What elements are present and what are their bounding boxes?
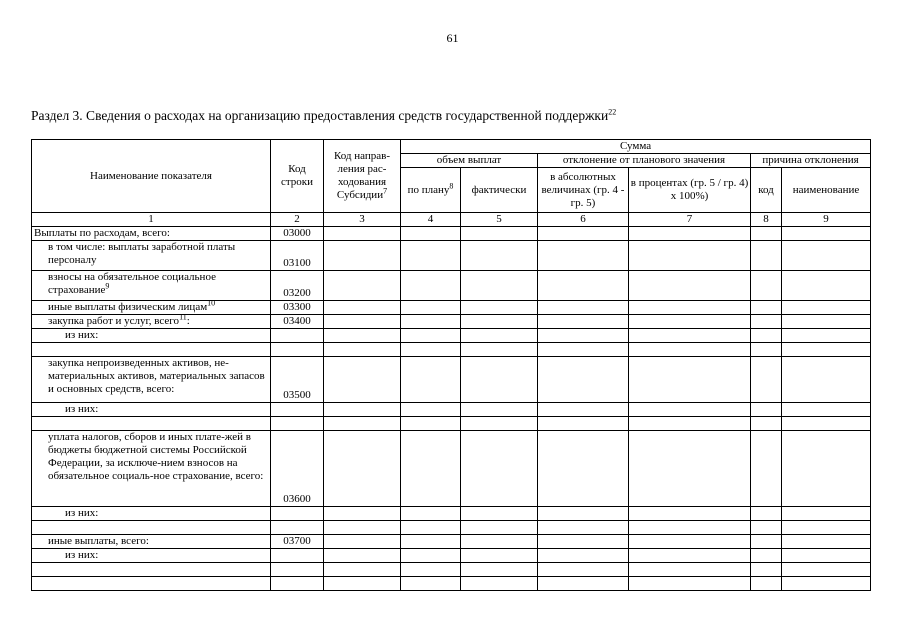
row-name-text: закупка работ и услуг, всего — [48, 315, 180, 327]
column-numbers-row — [32, 213, 871, 227]
cell[interactable] — [401, 357, 461, 403]
cell[interactable] — [629, 357, 751, 403]
cell[interactable] — [782, 521, 871, 535]
cell[interactable] — [751, 431, 782, 507]
cell[interactable] — [271, 403, 324, 417]
table-row-empty — [32, 577, 871, 591]
table-row — [32, 301, 871, 315]
cell[interactable] — [538, 431, 629, 507]
table-row-empty — [32, 343, 871, 357]
cell[interactable] — [629, 241, 751, 271]
cell[interactable] — [538, 227, 629, 241]
cell[interactable] — [782, 315, 871, 329]
row-name: Выплаты по расходам, всего: — [32, 227, 271, 241]
cell[interactable] — [782, 357, 871, 403]
cell[interactable] — [271, 507, 324, 521]
cell[interactable] — [401, 431, 461, 507]
cell[interactable] — [461, 227, 538, 241]
cell[interactable] — [782, 403, 871, 417]
table-row-empty — [32, 521, 871, 535]
cell[interactable] — [629, 577, 751, 591]
cell[interactable] — [401, 563, 461, 577]
row-footnote: 10 — [207, 298, 216, 308]
table-row — [32, 431, 871, 507]
cell[interactable] — [782, 535, 871, 549]
cell[interactable] — [782, 507, 871, 521]
row-name: закупка непроизведенных активов, не-материальных активов, материальных запасов и основных средств, всего: — [32, 357, 271, 403]
cell[interactable] — [782, 343, 871, 357]
header-actual: фактически — [461, 168, 538, 213]
cell[interactable] — [401, 535, 461, 549]
header-reason: причина отклонения — [751, 154, 871, 168]
cell[interactable] — [782, 241, 871, 271]
column-number: 3 — [324, 213, 401, 227]
table-row — [32, 315, 871, 329]
section-title — [31, 108, 616, 124]
cell[interactable] — [324, 507, 401, 521]
cell[interactable] — [629, 431, 751, 507]
cell[interactable] — [629, 549, 751, 563]
cell[interactable] — [324, 357, 401, 403]
cell[interactable] — [401, 403, 461, 417]
cell[interactable] — [401, 549, 461, 563]
row-name: в том числе: выплаты заработной платы персоналу — [32, 241, 271, 271]
cell[interactable] — [782, 563, 871, 577]
cell[interactable] — [538, 549, 629, 563]
header-reason-name: наименование — [782, 168, 871, 213]
cell[interactable] — [782, 301, 871, 315]
cell[interactable] — [324, 521, 401, 535]
row-name: из них: — [32, 549, 271, 563]
cell[interactable] — [32, 577, 271, 591]
cell[interactable] — [751, 227, 782, 241]
cell[interactable] — [782, 417, 871, 431]
header-deviation: отклонение от планового значения — [538, 154, 751, 168]
cell[interactable] — [324, 227, 401, 241]
table-row — [32, 535, 871, 549]
header-row-code: Код строки — [271, 140, 324, 213]
cell[interactable] — [751, 301, 782, 315]
cell[interactable] — [782, 227, 871, 241]
cell[interactable] — [751, 403, 782, 417]
cell[interactable] — [629, 563, 751, 577]
cell[interactable] — [538, 301, 629, 315]
cell[interactable] — [538, 315, 629, 329]
cell[interactable] — [751, 271, 782, 301]
row-footnote: 9 — [105, 281, 110, 291]
cell[interactable] — [538, 357, 629, 403]
cell[interactable] — [751, 315, 782, 329]
header-absolute: в абсолютных величинах (гр. 4 - гр. 5) — [538, 168, 629, 213]
column-number: 4 — [401, 213, 461, 227]
column-number: 1 — [32, 213, 271, 227]
table-row — [32, 507, 871, 521]
cell[interactable] — [461, 329, 538, 343]
cell[interactable] — [751, 563, 782, 577]
cell[interactable] — [461, 577, 538, 591]
cell[interactable] — [461, 549, 538, 563]
cell[interactable] — [271, 521, 324, 535]
cell[interactable] — [751, 535, 782, 549]
cell[interactable] — [32, 563, 271, 577]
cell[interactable] — [751, 343, 782, 357]
row-name: уплата налогов, сборов и иных плате-жей в бюджеты бюджетной системы Российской Федерации, за исключе-нием взносов на обязательное социаль-ное страхование, всего: — [32, 431, 271, 507]
cell[interactable] — [751, 417, 782, 431]
row-code: 03700 — [271, 535, 324, 549]
row-name: из них: — [32, 403, 271, 417]
cell[interactable] — [401, 329, 461, 343]
cell[interactable] — [538, 563, 629, 577]
row-name-suffix: : — [186, 315, 190, 327]
cell[interactable] — [324, 563, 401, 577]
cell[interactable] — [32, 343, 271, 357]
cell[interactable] — [324, 271, 401, 301]
table-row — [32, 549, 871, 563]
table-row — [32, 329, 871, 343]
header-sum: Сумма — [401, 140, 871, 154]
column-number: 9 — [782, 213, 871, 227]
column-number: 2 — [271, 213, 324, 227]
cell[interactable] — [461, 417, 538, 431]
table-row — [32, 403, 871, 417]
cell[interactable] — [629, 417, 751, 431]
cell[interactable] — [751, 577, 782, 591]
cell[interactable] — [629, 521, 751, 535]
cell[interactable] — [461, 403, 538, 417]
cell[interactable] — [538, 329, 629, 343]
section-title-text: Раздел 3. Сведения о расходах на организацию предоставления средств государственной поддержки — [31, 108, 609, 123]
cell[interactable] — [324, 343, 401, 357]
header-reason-code: код — [751, 168, 782, 213]
row-code: 03600 — [271, 431, 324, 507]
cell[interactable] — [629, 403, 751, 417]
cell[interactable] — [461, 535, 538, 549]
cell[interactable] — [401, 343, 461, 357]
cell[interactable] — [461, 271, 538, 301]
cell[interactable] — [401, 301, 461, 315]
cell[interactable] — [782, 271, 871, 301]
header-percent: в процентах (гр. 5 / гр. 4) x 100%) — [629, 168, 751, 213]
cell[interactable] — [401, 227, 461, 241]
cell[interactable] — [324, 535, 401, 549]
cell[interactable] — [271, 329, 324, 343]
cell[interactable] — [461, 301, 538, 315]
row-name: из них: — [32, 329, 271, 343]
cell[interactable] — [782, 549, 871, 563]
cell[interactable] — [751, 357, 782, 403]
header-payment-volume: объем выплат — [401, 154, 538, 168]
cell[interactable] — [751, 329, 782, 343]
header-plan-footnote: 8 — [449, 180, 454, 190]
row-name — [32, 298, 271, 315]
cell[interactable] — [629, 329, 751, 343]
table-row — [32, 227, 871, 241]
row-footnote: 11 — [179, 312, 187, 322]
row-name — [32, 271, 271, 301]
cell[interactable] — [629, 507, 751, 521]
cell[interactable] — [271, 577, 324, 591]
cell[interactable] — [538, 521, 629, 535]
cell[interactable] — [751, 241, 782, 271]
header-plan-text: по плану — [407, 183, 450, 196]
cell[interactable] — [538, 507, 629, 521]
cell[interactable] — [401, 271, 461, 301]
row-code: 03100 — [271, 241, 324, 271]
row-name: из них: — [32, 507, 271, 521]
row-code: 03400 — [271, 315, 324, 329]
cell[interactable] — [324, 315, 401, 329]
cell[interactable] — [324, 417, 401, 431]
cell[interactable] — [271, 549, 324, 563]
cell[interactable] — [538, 577, 629, 591]
cell[interactable] — [629, 535, 751, 549]
header-indicator-name: Наименование показателя — [32, 140, 271, 213]
cell[interactable] — [461, 315, 538, 329]
cell[interactable] — [461, 357, 538, 403]
cell[interactable] — [751, 521, 782, 535]
cell[interactable] — [629, 301, 751, 315]
row-code: 03000 — [271, 227, 324, 241]
cell[interactable] — [271, 417, 324, 431]
row-code: 03200 — [271, 271, 324, 301]
row-code: 03500 — [271, 357, 324, 403]
cell[interactable] — [751, 549, 782, 563]
cell[interactable] — [538, 271, 629, 301]
cell[interactable] — [629, 227, 751, 241]
column-number: 7 — [629, 213, 751, 227]
header-direction-code — [324, 140, 401, 213]
header-direction-code-footnote: 7 — [383, 186, 388, 196]
cell[interactable] — [782, 577, 871, 591]
row-name: иные выплаты, всего: — [32, 535, 271, 549]
column-number: 5 — [461, 213, 538, 227]
cell[interactable] — [461, 563, 538, 577]
cell[interactable] — [401, 507, 461, 521]
cell[interactable] — [538, 403, 629, 417]
cell[interactable] — [782, 431, 871, 507]
table-row — [32, 271, 871, 301]
header-plan — [401, 168, 461, 213]
column-number: 8 — [751, 213, 782, 227]
cell[interactable] — [271, 343, 324, 357]
table-row-empty — [32, 417, 871, 431]
cell[interactable] — [461, 241, 538, 271]
expenses-table — [31, 139, 871, 591]
cell[interactable] — [401, 241, 461, 271]
page-number: 61 — [446, 31, 459, 45]
section-title-footnote: 22 — [608, 107, 617, 117]
cell[interactable] — [324, 403, 401, 417]
cell[interactable] — [629, 343, 751, 357]
cell[interactable] — [461, 507, 538, 521]
cell[interactable] — [324, 329, 401, 343]
cell[interactable] — [271, 563, 324, 577]
header-direction-code-text: Код направ-ления рас-ходования Субсидии — [333, 150, 391, 201]
table-row — [32, 241, 871, 271]
cell[interactable] — [324, 241, 401, 271]
table-row-empty — [32, 563, 871, 577]
column-number: 6 — [538, 213, 629, 227]
cell[interactable] — [324, 431, 401, 507]
cell[interactable] — [461, 431, 538, 507]
cell[interactable] — [324, 549, 401, 563]
cell[interactable] — [751, 507, 782, 521]
row-code: 03300 — [271, 301, 324, 315]
cell[interactable] — [401, 417, 461, 431]
cell[interactable] — [461, 521, 538, 535]
cell[interactable] — [538, 241, 629, 271]
row-name-text: взносы на обязательное социальное страхование — [48, 271, 216, 296]
row-name-text: иные выплаты физическим лицам — [48, 301, 208, 313]
cell[interactable] — [32, 417, 271, 431]
cell[interactable] — [461, 343, 538, 357]
row-name — [32, 312, 271, 329]
cell[interactable] — [629, 271, 751, 301]
cell[interactable] — [629, 315, 751, 329]
cell[interactable] — [538, 417, 629, 431]
cell[interactable] — [32, 521, 271, 535]
cell[interactable] — [538, 343, 629, 357]
cell[interactable] — [401, 577, 461, 591]
cell[interactable] — [324, 577, 401, 591]
cell[interactable] — [538, 535, 629, 549]
cell[interactable] — [401, 315, 461, 329]
cell[interactable] — [401, 521, 461, 535]
table-row — [32, 357, 871, 403]
cell[interactable] — [324, 301, 401, 315]
cell[interactable] — [782, 329, 871, 343]
